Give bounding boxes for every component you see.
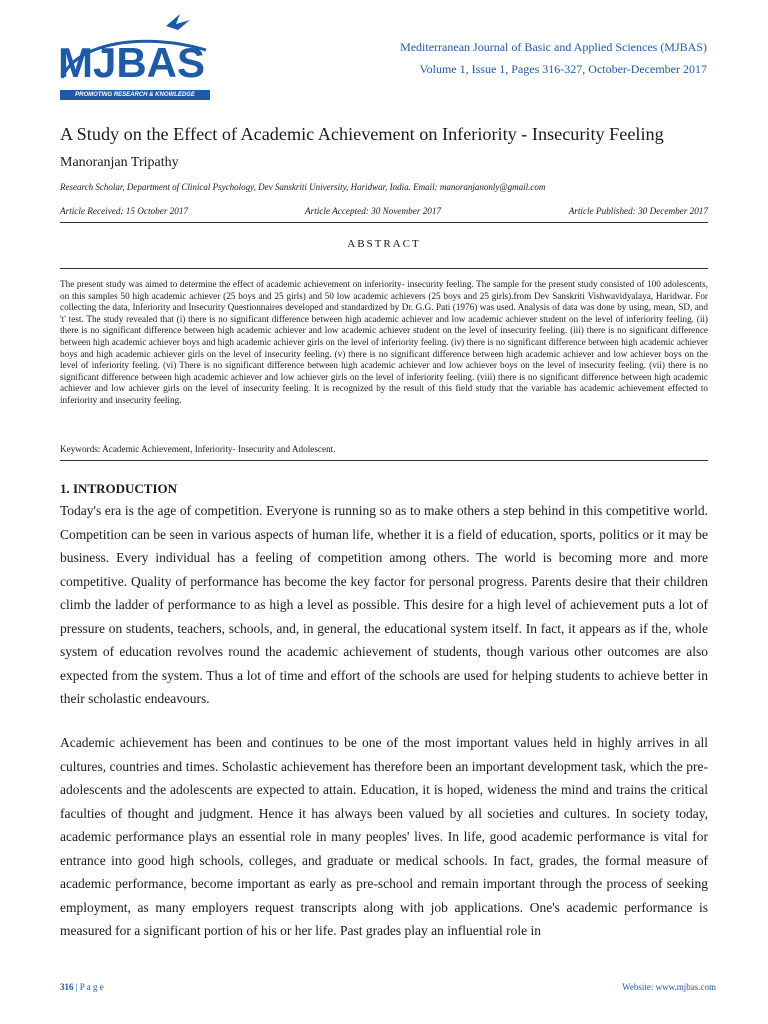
journal-logo (56, 8, 216, 100)
logo-tagline: PROMOTING RESEARCH & KNOWLEDGE (60, 90, 210, 100)
abstract-divider-bottom (60, 460, 708, 461)
introduction-paragraph-1: Today's era is the age of competition. Everyone is running so as to make others a step behind in this competitive world. Competition can be seen in various aspects of human life, whether it is a field of education, sports, politics or it may be business. Every individual has a feeling of competition among others. The world is becoming more and more competitive. Quality of performance has become the key factor for personal progress. Parents desire that their children climb the ladder of performance to as high a level as possible. This desire for a high level of achievement puts a lot of pressure on students, teachers, schools, and, in general, the educational system itself. In fact, it appears as if the, whole system of education revolves round the academic achievement of students, though various other outcomes are also expected from the system. Thus a lot of time and effort of the schools are used for helping students to achieve better in their scholastic endeavours. (60, 503, 708, 706)
page-number-value: 316 (60, 982, 74, 992)
author-name: Manoranjan Tripathy (60, 155, 179, 170)
bird-icon (166, 14, 190, 30)
date-accepted: Article Accepted: 30 November 2017 (305, 206, 442, 216)
section-heading-introduction: 1. INTRODUCTION (60, 481, 178, 496)
author-affiliation: Research Scholar, Department of Clinical Psychology, Dev Sanskriti University, Haridwar, India. Email: manoranjanonly@gmail.com (60, 182, 546, 192)
keywords: Keywords: Academic Achievement, Inferiority- Insecurity and Adolescent. (60, 444, 336, 454)
journal-volume: Volume 1, Issue 1, Pages 316-327, October-December 2017 (419, 62, 707, 76)
abstract-body: The present study was aimed to determine the effect of academic achievement on inferiority- insecurity feeling. The sample for the present study consisted of 100 adolescents, on this samples 50 high academic achiever (25 boys and 25 girls) and 50 low academic achievers (25 boys and 25 girls).from Dev Sanskriti Vishwavidyalaya, Haridwar. For collecting the data, Inferiority and Insecurity Questionnaires developed and standardized by Dr. G.G. Pati (1976) was used. Analysis of data was done by using, mean, SD, and 't' test. The study revealed that (i) there is no significant difference between high academic achiever and low academic achiever student on the level of inferiority feeling. (ii) there is no significant difference between high academic achiever and low academic achiever student on the level of insecurity feeling. (iii) there is no significant difference between high academic achiever boys and high academic achiever girls on the level of inferiority feeling. (iv) there is no significant difference between high academic achiever boys and high academic achiever girls on the level of insecurity feeling. (v) there is no significant difference between high academic achiever and low achiever boys on the level of inferiority feeling. (vi) There is no significant difference between high academic achiever and low achiever boys on the level of insecurity feeling. (vii) there is no significant difference between high academic achiever and low achiever girls on the level of inferiority feeling. (viii) there is no significant difference between high academic achiever and low achiever girls on the level of insecurity feeling. It is recognized by the result of this field study that the variable has academic achievement effected to inferiority and insecurity feeling. (60, 279, 708, 405)
logo-name: MJBAS (58, 39, 206, 86)
date-received: Article Received: 15 October 2017 (60, 206, 189, 216)
article-dates (60, 200, 708, 223)
footer-website[interactable]: Website: www.mjbas.com (622, 982, 716, 992)
page-label: | P a g e (73, 982, 104, 992)
page-number (60, 982, 104, 992)
abstract-divider-top (60, 268, 708, 269)
introduction-paragraph-2: Academic achievement has been and continues to be one of the most important values held in highly arrives in all cultures, countries and times. Scholastic achievement has therefore been an important development task, which the pre-adolescents and the adolescents are expected to attain. Education, it is hoped, wideness the mind and trains the critical faculties of thought and judgment. Hence it has always been valued by all societies and cultures. In society today, academic performance plays an essential role in many peoples' lives. In life, good academic performance is vital for entrance into good high schools, colleges, and graduate or medical schools. In fact, grades, the formal measure of academic performance, become important as early as pre-school and remain important through the process of seeking employment, as many employers request transcripts along with job applications. One's academic performance is measured for a significant portion of his or her life. Past grades play an influential role in (60, 735, 708, 938)
journal-name: Mediterranean Journal of Basic and Applied Sciences (MJBAS) (400, 40, 707, 54)
date-published: Article Published: 30 December 2017 (568, 206, 708, 216)
abstract-heading: ABSTRACT (347, 238, 421, 250)
paper-title: A Study on the Effect of Academic Achievement on Inferiority - Insecurity Feeling (60, 124, 664, 144)
